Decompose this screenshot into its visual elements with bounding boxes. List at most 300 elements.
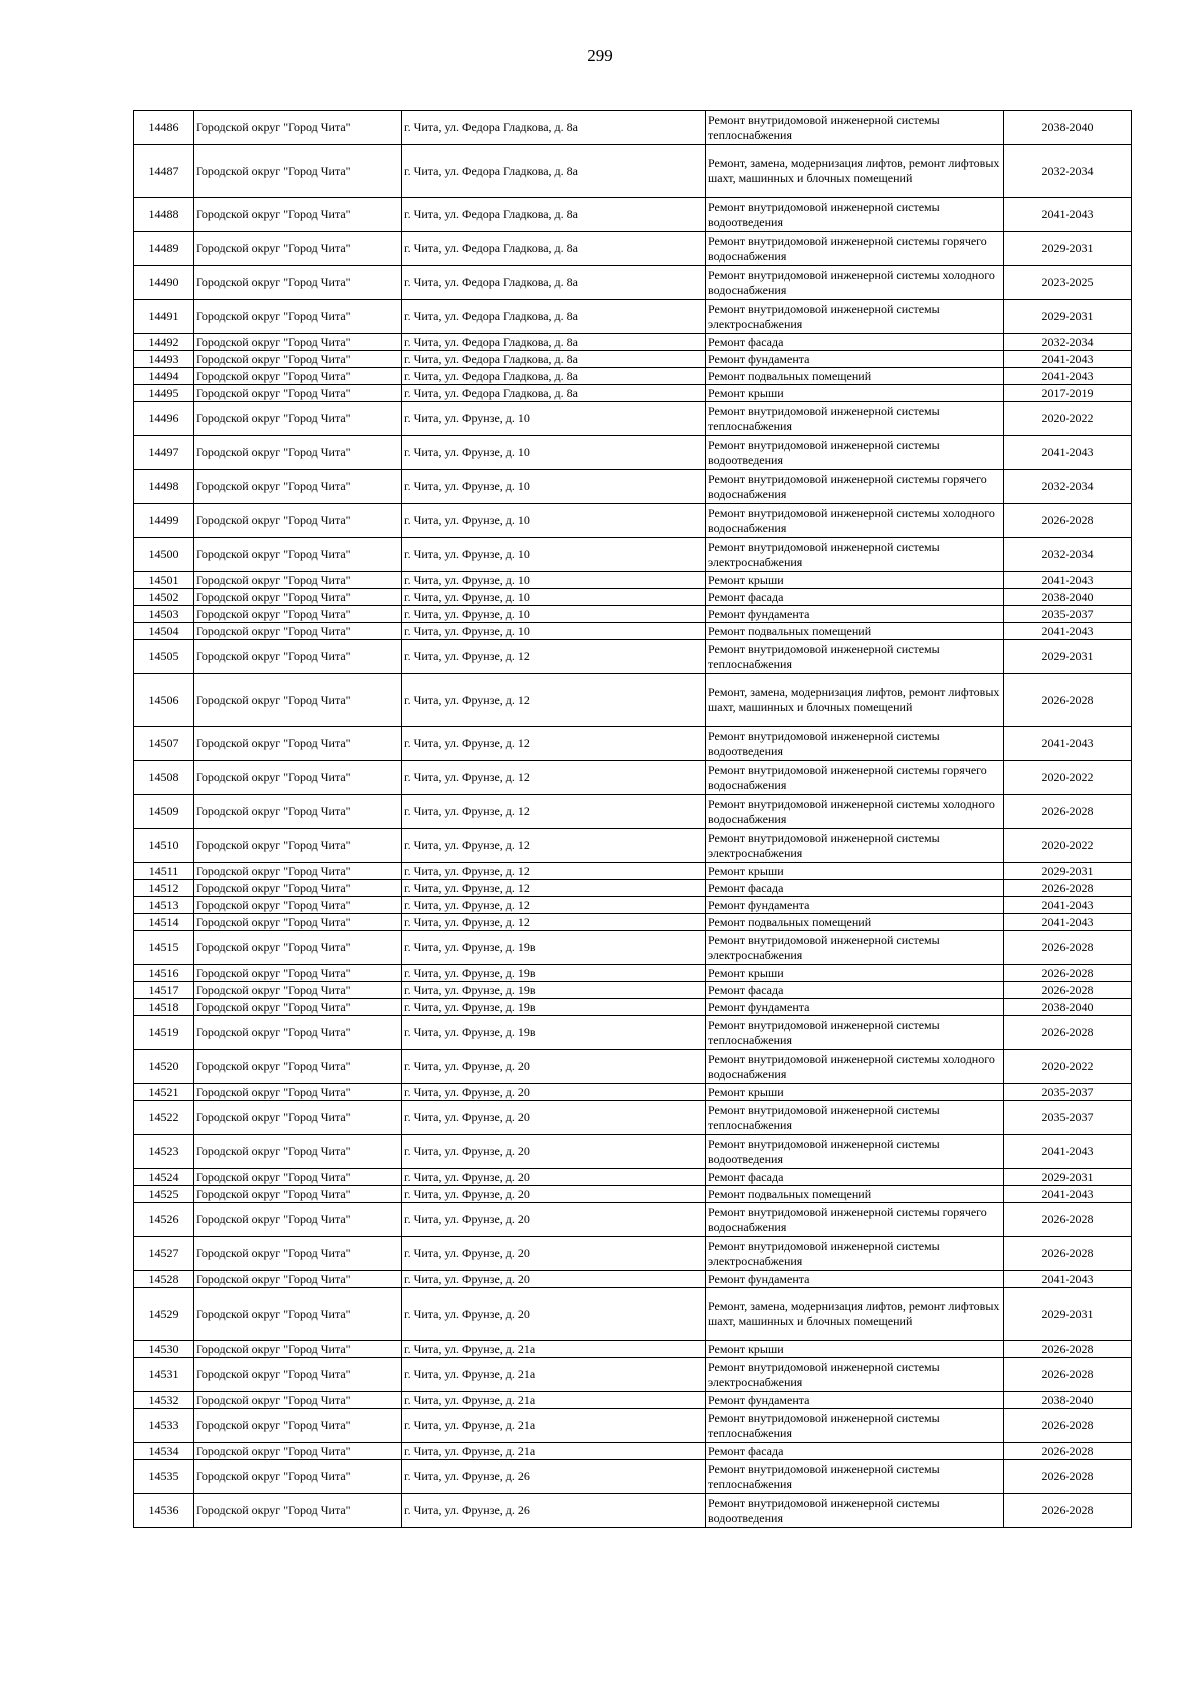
address-cell: г. Чита, ул. Фрунзе, д. 12 xyxy=(402,863,706,880)
table-row xyxy=(134,1341,1132,1358)
work-type-cell: Ремонт внутридомовой инженерной системы горячего водоснабжения xyxy=(706,1203,1004,1237)
row-number-cell: 14491 xyxy=(134,300,194,334)
table-row xyxy=(134,914,1132,931)
table-row xyxy=(134,538,1132,572)
table-row xyxy=(134,1409,1132,1443)
table-row xyxy=(134,1135,1132,1169)
municipality-cell: Городской округ "Город Чита" xyxy=(194,232,402,266)
work-type-cell: Ремонт внутридомовой инженерной системы холодного водоснабжения xyxy=(706,795,1004,829)
period-cell: 2038-2040 xyxy=(1004,111,1132,145)
municipality-cell: Городской округ "Город Чита" xyxy=(194,1460,402,1494)
row-number-cell: 14487 xyxy=(134,145,194,198)
row-number-cell: 14517 xyxy=(134,982,194,999)
address-cell: г. Чита, ул. Федора Гладкова, д. 8а xyxy=(402,351,706,368)
table-body xyxy=(134,111,1132,1528)
municipality-cell: Городской округ "Город Чита" xyxy=(194,145,402,198)
address-cell: г. Чита, ул. Фрунзе, д. 19в xyxy=(402,1016,706,1050)
municipality-cell: Городской округ "Город Чита" xyxy=(194,436,402,470)
municipality-cell: Городской округ "Город Чита" xyxy=(194,623,402,640)
table-row xyxy=(134,1016,1132,1050)
work-type-cell: Ремонт крыши xyxy=(706,1084,1004,1101)
table-row xyxy=(134,436,1132,470)
row-number-cell: 14507 xyxy=(134,727,194,761)
work-type-cell: Ремонт крыши xyxy=(706,1341,1004,1358)
row-number-cell: 14493 xyxy=(134,351,194,368)
row-number-cell: 14519 xyxy=(134,1016,194,1050)
row-number-cell: 14533 xyxy=(134,1409,194,1443)
municipality-cell: Городской округ "Город Чита" xyxy=(194,1358,402,1392)
address-cell: г. Чита, ул. Фрунзе, д. 12 xyxy=(402,880,706,897)
municipality-cell: Городской округ "Город Чита" xyxy=(194,572,402,589)
table-row xyxy=(134,640,1132,674)
work-type-cell: Ремонт фасада xyxy=(706,1443,1004,1460)
table-row xyxy=(134,1186,1132,1203)
municipality-cell: Городской округ "Город Чита" xyxy=(194,606,402,623)
table-row xyxy=(134,1203,1132,1237)
address-cell: г. Чита, ул. Фрунзе, д. 19в xyxy=(402,999,706,1016)
municipality-cell: Городской округ "Город Чита" xyxy=(194,368,402,385)
row-number-cell: 14531 xyxy=(134,1358,194,1392)
address-cell: г. Чита, ул. Фрунзе, д. 10 xyxy=(402,504,706,538)
municipality-cell: Городской округ "Город Чита" xyxy=(194,863,402,880)
address-cell: г. Чита, ул. Фрунзе, д. 21а xyxy=(402,1392,706,1409)
row-number-cell: 14529 xyxy=(134,1288,194,1341)
row-number-cell: 14527 xyxy=(134,1237,194,1271)
municipality-cell: Городской округ "Город Чита" xyxy=(194,1288,402,1341)
address-cell: г. Чита, ул. Фрунзе, д. 20 xyxy=(402,1288,706,1341)
address-cell: г. Чита, ул. Фрунзе, д. 19в xyxy=(402,982,706,999)
municipality-cell: Городской округ "Город Чита" xyxy=(194,727,402,761)
address-cell: г. Чита, ул. Федора Гладкова, д. 8а xyxy=(402,334,706,351)
address-cell: г. Чита, ул. Федора Гладкова, д. 8а xyxy=(402,145,706,198)
work-type-cell: Ремонт крыши xyxy=(706,385,1004,402)
table-row xyxy=(134,402,1132,436)
row-number-cell: 14512 xyxy=(134,880,194,897)
municipality-cell: Городской округ "Город Чита" xyxy=(194,1186,402,1203)
table-row xyxy=(134,504,1132,538)
row-number-cell: 14499 xyxy=(134,504,194,538)
period-cell: 2026-2028 xyxy=(1004,504,1132,538)
row-number-cell: 14497 xyxy=(134,436,194,470)
row-number-cell: 14521 xyxy=(134,1084,194,1101)
municipality-cell: Городской округ "Город Чита" xyxy=(194,538,402,572)
work-type-cell: Ремонт фундамента xyxy=(706,351,1004,368)
work-type-cell: Ремонт крыши xyxy=(706,863,1004,880)
period-cell: 2032-2034 xyxy=(1004,145,1132,198)
municipality-cell: Городской округ "Город Чита" xyxy=(194,914,402,931)
period-cell: 2032-2034 xyxy=(1004,334,1132,351)
table-row xyxy=(134,1169,1132,1186)
period-cell: 2041-2043 xyxy=(1004,436,1132,470)
address-cell: г. Чита, ул. Фрунзе, д. 10 xyxy=(402,589,706,606)
row-number-cell: 14492 xyxy=(134,334,194,351)
row-number-cell: 14505 xyxy=(134,640,194,674)
row-number-cell: 14503 xyxy=(134,606,194,623)
address-cell: г. Чита, ул. Фрунзе, д. 10 xyxy=(402,623,706,640)
work-type-cell: Ремонт фундамента xyxy=(706,999,1004,1016)
table-row xyxy=(134,880,1132,897)
row-number-cell: 14520 xyxy=(134,1050,194,1084)
period-cell: 2026-2028 xyxy=(1004,1460,1132,1494)
table-row xyxy=(134,300,1132,334)
work-type-cell: Ремонт внутридомовой инженерной системы электроснабжения xyxy=(706,300,1004,334)
municipality-cell: Городской округ "Город Чита" xyxy=(194,931,402,965)
period-cell: 2020-2022 xyxy=(1004,1050,1132,1084)
work-type-cell: Ремонт внутридомовой инженерной системы электроснабжения xyxy=(706,931,1004,965)
work-type-cell: Ремонт внутридомовой инженерной системы холодного водоснабжения xyxy=(706,1050,1004,1084)
municipality-cell: Городской округ "Город Чита" xyxy=(194,300,402,334)
work-type-cell: Ремонт внутридомовой инженерной системы водоотведения xyxy=(706,1135,1004,1169)
period-cell: 2026-2028 xyxy=(1004,1494,1132,1528)
address-cell: г. Чита, ул. Федора Гладкова, д. 8а xyxy=(402,300,706,334)
row-number-cell: 14498 xyxy=(134,470,194,504)
row-number-cell: 14510 xyxy=(134,829,194,863)
work-type-cell: Ремонт внутридомовой инженерной системы холодного водоснабжения xyxy=(706,266,1004,300)
municipality-cell: Городской округ "Город Чита" xyxy=(194,504,402,538)
table-row xyxy=(134,1237,1132,1271)
period-cell: 2041-2043 xyxy=(1004,623,1132,640)
period-cell: 2026-2028 xyxy=(1004,1237,1132,1271)
municipality-cell: Городской округ "Город Чита" xyxy=(194,897,402,914)
row-number-cell: 14486 xyxy=(134,111,194,145)
address-cell: г. Чита, ул. Фрунзе, д. 20 xyxy=(402,1271,706,1288)
address-cell: г. Чита, ул. Федора Гладкова, д. 8а xyxy=(402,266,706,300)
municipality-cell: Городской округ "Город Чита" xyxy=(194,1050,402,1084)
row-number-cell: 14513 xyxy=(134,897,194,914)
table-row xyxy=(134,965,1132,982)
table-row xyxy=(134,1460,1132,1494)
row-number-cell: 14524 xyxy=(134,1169,194,1186)
municipality-cell: Городской округ "Город Чита" xyxy=(194,1409,402,1443)
municipality-cell: Городской округ "Город Чита" xyxy=(194,1101,402,1135)
municipality-cell: Городской округ "Город Чита" xyxy=(194,795,402,829)
work-type-cell: Ремонт внутридомовой инженерной системы горячего водоснабжения xyxy=(706,232,1004,266)
work-type-cell: Ремонт подвальных помещений xyxy=(706,914,1004,931)
table-row xyxy=(134,589,1132,606)
address-cell: г. Чита, ул. Фрунзе, д. 21а xyxy=(402,1358,706,1392)
period-cell: 2020-2022 xyxy=(1004,402,1132,436)
row-number-cell: 14516 xyxy=(134,965,194,982)
municipality-cell: Городской округ "Город Чита" xyxy=(194,761,402,795)
table-row xyxy=(134,1443,1132,1460)
address-cell: г. Чита, ул. Фрунзе, д. 19в xyxy=(402,965,706,982)
table-row xyxy=(134,623,1132,640)
period-cell: 2026-2028 xyxy=(1004,880,1132,897)
address-cell: г. Чита, ул. Фрунзе, д. 21а xyxy=(402,1341,706,1358)
period-cell: 2026-2028 xyxy=(1004,1443,1132,1460)
work-type-cell: Ремонт подвальных помещений xyxy=(706,1186,1004,1203)
period-cell: 2026-2028 xyxy=(1004,982,1132,999)
municipality-cell: Городской округ "Город Чита" xyxy=(194,334,402,351)
municipality-cell: Городской округ "Город Чита" xyxy=(194,1443,402,1460)
period-cell: 2041-2043 xyxy=(1004,727,1132,761)
municipality-cell: Городской округ "Город Чита" xyxy=(194,1341,402,1358)
row-number-cell: 14525 xyxy=(134,1186,194,1203)
period-cell: 2032-2034 xyxy=(1004,470,1132,504)
period-cell: 2038-2040 xyxy=(1004,999,1132,1016)
work-type-cell: Ремонт внутридомовой инженерной системы электроснабжения xyxy=(706,1237,1004,1271)
work-type-cell: Ремонт, замена, модернизация лифтов, ремонт лифтовых шахт, машинных и блочных помещений xyxy=(706,1288,1004,1341)
row-number-cell: 14514 xyxy=(134,914,194,931)
work-type-cell: Ремонт подвальных помещений xyxy=(706,623,1004,640)
table-row xyxy=(134,1050,1132,1084)
address-cell: г. Чита, ул. Фрунзе, д. 10 xyxy=(402,606,706,623)
address-cell: г. Чита, ул. Фрунзе, д. 21а xyxy=(402,1409,706,1443)
row-number-cell: 14535 xyxy=(134,1460,194,1494)
address-cell: г. Чита, ул. Фрунзе, д. 20 xyxy=(402,1135,706,1169)
municipality-cell: Городской округ "Город Чита" xyxy=(194,1237,402,1271)
municipality-cell: Городской округ "Город Чита" xyxy=(194,1494,402,1528)
table-row xyxy=(134,727,1132,761)
municipality-cell: Городской округ "Город Чита" xyxy=(194,402,402,436)
address-cell: г. Чита, ул. Фрунзе, д. 12 xyxy=(402,795,706,829)
work-type-cell: Ремонт фундамента xyxy=(706,897,1004,914)
table-row xyxy=(134,572,1132,589)
table-row xyxy=(134,999,1132,1016)
municipality-cell: Городской округ "Город Чита" xyxy=(194,266,402,300)
work-type-cell: Ремонт внутридомовой инженерной системы теплоснабжения xyxy=(706,1101,1004,1135)
address-cell: г. Чита, ул. Федора Гладкова, д. 8а xyxy=(402,368,706,385)
period-cell: 2026-2028 xyxy=(1004,1358,1132,1392)
row-number-cell: 14500 xyxy=(134,538,194,572)
municipality-cell: Городской округ "Город Чита" xyxy=(194,999,402,1016)
row-number-cell: 14495 xyxy=(134,385,194,402)
table-row xyxy=(134,111,1132,145)
period-cell: 2041-2043 xyxy=(1004,368,1132,385)
address-cell: г. Чита, ул. Фрунзе, д. 26 xyxy=(402,1494,706,1528)
period-cell: 2041-2043 xyxy=(1004,897,1132,914)
table-row xyxy=(134,829,1132,863)
period-cell: 2041-2043 xyxy=(1004,198,1132,232)
work-type-cell: Ремонт внутридомовой инженерной системы теплоснабжения xyxy=(706,402,1004,436)
period-cell: 2020-2022 xyxy=(1004,761,1132,795)
address-cell: г. Чита, ул. Фрунзе, д. 19в xyxy=(402,931,706,965)
table-row xyxy=(134,368,1132,385)
row-number-cell: 14536 xyxy=(134,1494,194,1528)
municipality-cell: Городской округ "Город Чита" xyxy=(194,198,402,232)
work-type-cell: Ремонт внутридомовой инженерной системы водоотведения xyxy=(706,1494,1004,1528)
period-cell: 2041-2043 xyxy=(1004,914,1132,931)
address-cell: г. Чита, ул. Федора Гладкова, д. 8а xyxy=(402,385,706,402)
period-cell: 2020-2022 xyxy=(1004,829,1132,863)
row-number-cell: 14515 xyxy=(134,931,194,965)
period-cell: 2035-2037 xyxy=(1004,1084,1132,1101)
work-type-cell: Ремонт внутридомовой инженерной системы холодного водоснабжения xyxy=(706,504,1004,538)
municipality-cell: Городской округ "Город Чита" xyxy=(194,965,402,982)
period-cell: 2029-2031 xyxy=(1004,300,1132,334)
address-cell: г. Чита, ул. Фрунзе, д. 20 xyxy=(402,1169,706,1186)
period-cell: 2026-2028 xyxy=(1004,1409,1132,1443)
period-cell: 2038-2040 xyxy=(1004,1392,1132,1409)
address-cell: г. Чита, ул. Фрунзе, д. 10 xyxy=(402,402,706,436)
row-number-cell: 14504 xyxy=(134,623,194,640)
work-type-cell: Ремонт крыши xyxy=(706,572,1004,589)
table-row xyxy=(134,606,1132,623)
table-row xyxy=(134,982,1132,999)
address-cell: г. Чита, ул. Фрунзе, д. 26 xyxy=(402,1460,706,1494)
period-cell: 2026-2028 xyxy=(1004,1016,1132,1050)
work-type-cell: Ремонт внутридомовой инженерной системы теплоснабжения xyxy=(706,640,1004,674)
municipality-cell: Городской округ "Город Чита" xyxy=(194,351,402,368)
municipality-cell: Городской округ "Город Чита" xyxy=(194,1169,402,1186)
municipality-cell: Городской округ "Город Чита" xyxy=(194,1016,402,1050)
municipality-cell: Городской округ "Город Чита" xyxy=(194,982,402,999)
municipality-cell: Городской округ "Город Чита" xyxy=(194,829,402,863)
period-cell: 2017-2019 xyxy=(1004,385,1132,402)
period-cell: 2029-2031 xyxy=(1004,1288,1132,1341)
work-type-cell: Ремонт внутридомовой инженерной системы теплоснабжения xyxy=(706,1409,1004,1443)
table-row xyxy=(134,1358,1132,1392)
period-cell: 2026-2028 xyxy=(1004,1341,1132,1358)
page-number: 299 xyxy=(587,46,613,65)
row-number-cell: 14532 xyxy=(134,1392,194,1409)
table-row xyxy=(134,1494,1132,1528)
period-cell: 2041-2043 xyxy=(1004,351,1132,368)
municipality-cell: Городской округ "Город Чита" xyxy=(194,1203,402,1237)
table-row xyxy=(134,761,1132,795)
municipality-cell: Городской округ "Город Чита" xyxy=(194,640,402,674)
table-row xyxy=(134,470,1132,504)
period-cell: 2026-2028 xyxy=(1004,965,1132,982)
address-cell: г. Чита, ул. Фрунзе, д. 10 xyxy=(402,538,706,572)
work-type-cell: Ремонт внутридомовой инженерной системы водоотведения xyxy=(706,198,1004,232)
row-number-cell: 14518 xyxy=(134,999,194,1016)
repair-schedule-table xyxy=(133,110,1132,1528)
address-cell: г. Чита, ул. Фрунзе, д. 12 xyxy=(402,897,706,914)
work-type-cell: Ремонт внутридомовой инженерной системы горячего водоснабжения xyxy=(706,470,1004,504)
address-cell: г. Чита, ул. Фрунзе, д. 12 xyxy=(402,727,706,761)
address-cell: г. Чита, ул. Федора Гладкова, д. 8а xyxy=(402,232,706,266)
work-type-cell: Ремонт внутридомовой инженерной системы теплоснабжения xyxy=(706,1460,1004,1494)
row-number-cell: 14523 xyxy=(134,1135,194,1169)
work-type-cell: Ремонт фундамента xyxy=(706,606,1004,623)
table-row xyxy=(134,1271,1132,1288)
work-type-cell: Ремонт фасада xyxy=(706,1169,1004,1186)
table-row xyxy=(134,351,1132,368)
table-row xyxy=(134,145,1132,198)
period-cell: 2038-2040 xyxy=(1004,589,1132,606)
address-cell: г. Чита, ул. Фрунзе, д. 20 xyxy=(402,1101,706,1135)
work-type-cell: Ремонт внутридомовой инженерной системы водоотведения xyxy=(706,727,1004,761)
table-row xyxy=(134,198,1132,232)
work-type-cell: Ремонт фундамента xyxy=(706,1392,1004,1409)
period-cell: 2026-2028 xyxy=(1004,674,1132,727)
period-cell: 2041-2043 xyxy=(1004,1271,1132,1288)
row-number-cell: 14509 xyxy=(134,795,194,829)
period-cell: 2026-2028 xyxy=(1004,1203,1132,1237)
address-cell: г. Чита, ул. Фрунзе, д. 12 xyxy=(402,674,706,727)
row-number-cell: 14488 xyxy=(134,198,194,232)
row-number-cell: 14526 xyxy=(134,1203,194,1237)
work-type-cell: Ремонт фундамента xyxy=(706,1271,1004,1288)
period-cell: 2029-2031 xyxy=(1004,863,1132,880)
row-number-cell: 14490 xyxy=(134,266,194,300)
address-cell: г. Чита, ул. Фрунзе, д. 12 xyxy=(402,761,706,795)
address-cell: г. Чита, ул. Фрунзе, д. 10 xyxy=(402,470,706,504)
period-cell: 2041-2043 xyxy=(1004,1186,1132,1203)
period-cell: 2023-2025 xyxy=(1004,266,1132,300)
address-cell: г. Чита, ул. Фрунзе, д. 10 xyxy=(402,436,706,470)
period-cell: 2026-2028 xyxy=(1004,931,1132,965)
municipality-cell: Городской округ "Город Чита" xyxy=(194,111,402,145)
table-row xyxy=(134,1392,1132,1409)
work-type-cell: Ремонт внутридомовой инженерной системы электроснабжения xyxy=(706,538,1004,572)
work-type-cell: Ремонт, замена, модернизация лифтов, ремонт лифтовых шахт, машинных и блочных помещений xyxy=(706,145,1004,198)
period-cell: 2032-2034 xyxy=(1004,538,1132,572)
row-number-cell: 14506 xyxy=(134,674,194,727)
row-number-cell: 14496 xyxy=(134,402,194,436)
row-number-cell: 14489 xyxy=(134,232,194,266)
row-number-cell: 14534 xyxy=(134,1443,194,1460)
work-type-cell: Ремонт фасада xyxy=(706,880,1004,897)
table-row xyxy=(134,1288,1132,1341)
period-cell: 2041-2043 xyxy=(1004,572,1132,589)
address-cell: г. Чита, ул. Фрунзе, д. 12 xyxy=(402,640,706,674)
row-number-cell: 14528 xyxy=(134,1271,194,1288)
row-number-cell: 14530 xyxy=(134,1341,194,1358)
table-row xyxy=(134,795,1132,829)
work-type-cell: Ремонт внутридомовой инженерной системы электроснабжения xyxy=(706,1358,1004,1392)
period-cell: 2035-2037 xyxy=(1004,1101,1132,1135)
work-type-cell: Ремонт фасада xyxy=(706,334,1004,351)
work-type-cell: Ремонт внутридомовой инженерной системы теплоснабжения xyxy=(706,111,1004,145)
work-type-cell: Ремонт подвальных помещений xyxy=(706,368,1004,385)
table-row xyxy=(134,385,1132,402)
table-row xyxy=(134,931,1132,965)
municipality-cell: Городской округ "Город Чита" xyxy=(194,589,402,606)
period-cell: 2029-2031 xyxy=(1004,1169,1132,1186)
municipality-cell: Городской округ "Город Чита" xyxy=(194,470,402,504)
municipality-cell: Городской округ "Город Чита" xyxy=(194,385,402,402)
table-row xyxy=(134,897,1132,914)
work-type-cell: Ремонт внутридомовой инженерной системы электроснабжения xyxy=(706,829,1004,863)
table-row xyxy=(134,1084,1132,1101)
table-row xyxy=(134,266,1132,300)
work-type-cell: Ремонт внутридомовой инженерной системы водоотведения xyxy=(706,436,1004,470)
table-row xyxy=(134,232,1132,266)
address-cell: г. Чита, ул. Фрунзе, д. 20 xyxy=(402,1237,706,1271)
row-number-cell: 14511 xyxy=(134,863,194,880)
work-type-cell: Ремонт, замена, модернизация лифтов, ремонт лифтовых шахт, машинных и блочных помещений xyxy=(706,674,1004,727)
address-cell: г. Чита, ул. Фрунзе, д. 12 xyxy=(402,829,706,863)
work-type-cell: Ремонт фасада xyxy=(706,589,1004,606)
municipality-cell: Городской округ "Город Чита" xyxy=(194,880,402,897)
period-cell: 2029-2031 xyxy=(1004,232,1132,266)
address-cell: г. Чита, ул. Фрунзе, д. 20 xyxy=(402,1050,706,1084)
work-type-cell: Ремонт внутридомовой инженерной системы горячего водоснабжения xyxy=(706,761,1004,795)
row-number-cell: 14522 xyxy=(134,1101,194,1135)
address-cell: г. Чита, ул. Фрунзе, д. 20 xyxy=(402,1203,706,1237)
address-cell: г. Чита, ул. Фрунзе, д. 12 xyxy=(402,914,706,931)
municipality-cell: Городской округ "Город Чита" xyxy=(194,1084,402,1101)
row-number-cell: 14494 xyxy=(134,368,194,385)
period-cell: 2026-2028 xyxy=(1004,795,1132,829)
municipality-cell: Городской округ "Город Чита" xyxy=(194,1392,402,1409)
table-row xyxy=(134,674,1132,727)
address-cell: г. Чита, ул. Фрунзе, д. 10 xyxy=(402,572,706,589)
address-cell: г. Чита, ул. Фрунзе, д. 21а xyxy=(402,1443,706,1460)
address-cell: г. Чита, ул. Фрунзе, д. 20 xyxy=(402,1084,706,1101)
row-number-cell: 14508 xyxy=(134,761,194,795)
municipality-cell: Городской округ "Город Чита" xyxy=(194,674,402,727)
row-number-cell: 14502 xyxy=(134,589,194,606)
municipality-cell: Городской округ "Город Чита" xyxy=(194,1135,402,1169)
address-cell: г. Чита, ул. Фрунзе, д. 20 xyxy=(402,1186,706,1203)
period-cell: 2035-2037 xyxy=(1004,606,1132,623)
period-cell: 2041-2043 xyxy=(1004,1135,1132,1169)
address-cell: г. Чита, ул. Федора Гладкова, д. 8а xyxy=(402,111,706,145)
row-number-cell: 14501 xyxy=(134,572,194,589)
